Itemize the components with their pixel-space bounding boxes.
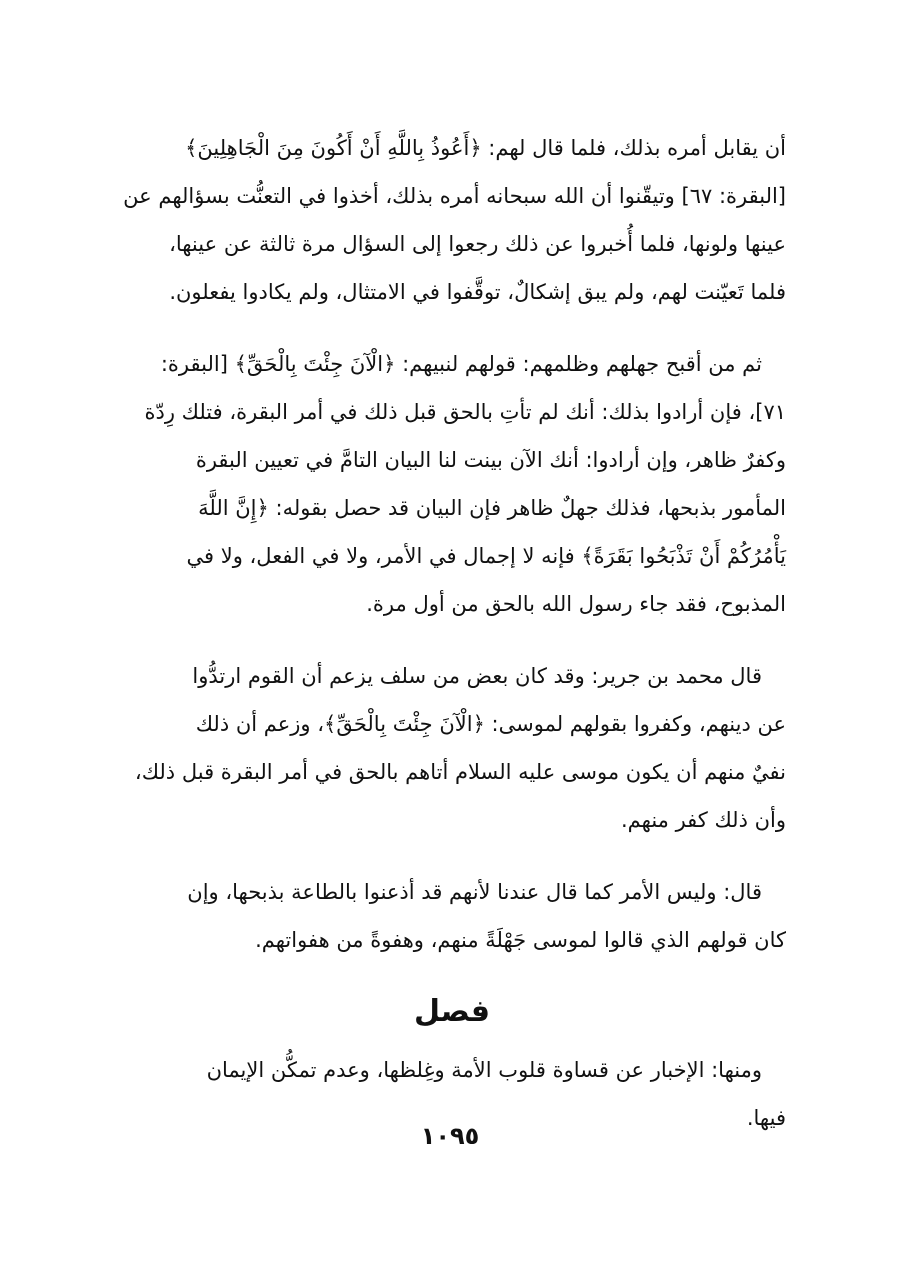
- paragraph-1: [118, 124, 786, 316]
- text-line: كان قولهم الذي قالوا لموسى جَهْلَةً منهم، وهفوةً من هفواتهم.: [255, 928, 786, 952]
- text-line: أن يقابل أمره بذلك، فلما قال لهم: ﴿أَعُوذُ بِاللَّهِ أَنْ أَكُونَ مِنَ الْجَاهِلِينَ﴾: [185, 136, 786, 160]
- paragraph-4: [118, 868, 786, 964]
- text-line: قال محمد بن جرير: وقد كان بعض من سلف يزعم أن القوم ارتدُّوا: [192, 664, 762, 688]
- text-line: نفيٌ منهم أن يكون موسى عليه السلام أتاهم بالحق في أمر البقرة قبل ذلك،: [134, 760, 786, 784]
- text-line: قال: وليس الأمر كما قال عندنا لأنهم قد أذعنوا بالطاعة بذبحها، وإن: [187, 880, 762, 904]
- text-line: ومنها: الإخبار عن قساوة قلوب الأمة وغِلظها، وعدم تمكُّن الإيمان: [206, 1058, 762, 1082]
- text-line: عن دينهم، وكفروا بقولهم لموسى: ﴿الْآنَ جِئْتَ بِالْحَقِّ﴾، وزعم أن ذلك: [195, 712, 786, 736]
- text-line: المذبوح، فقد جاء رسول الله بالحق من أول مرة.: [366, 592, 786, 616]
- paragraph-2: [118, 340, 786, 628]
- text-line: المأمور بذبحها، فذلك جهلٌ ظاهر فإن البيان قد حصل بقوله: ﴿إِنَّ اللَّهَ: [198, 496, 786, 520]
- text-line: ٧١]، فإن أرادوا بذلك: أنك لم تأتِ بالحق قبل ذلك في أمر البقرة، فتلك رِدّة: [144, 400, 786, 424]
- text-line: وأن ذلك كفر منهم.: [621, 808, 786, 832]
- section-heading: فصل: [414, 994, 490, 1029]
- text-line: فيها.: [746, 1106, 786, 1130]
- text-line: [البقرة: ٦٧] وتيقّنوا أن الله سبحانه أمره بذلك، أخذوا في التعنُّت بسؤالهم عن: [123, 184, 786, 208]
- page-body: [118, 124, 786, 1166]
- text-line: عينها ولونها، فلما أُخبروا عن ذلك رجعوا إلى السؤال مرة ثالثة عن عينها،: [169, 232, 786, 256]
- text-line: ثم من أقبح جهلهم وظلمهم: قولهم لنبيهم: ﴿الْآنَ جِئْتَ بِالْحَقِّ﴾ [البقرة:: [160, 352, 762, 376]
- text-line: فلما تَعيّنت لهم، ولم يبق إشكالٌ، توقَّفوا في الامتثال، ولم يكادوا يفعلون.: [169, 280, 786, 304]
- text-line: وكفرٌ ظاهر، وإن أرادوا: أنك الآن بينت لنا البيان التامَّ في تعيين البقرة: [195, 448, 786, 472]
- paragraph-3: [118, 652, 786, 844]
- text-line: يَأْمُرُكُمْ أَنْ تَذْبَحُوا بَقَرَةً﴾ فإنه لا إجمال في الأمر، ولا في الفعل، ولا في: [186, 544, 786, 568]
- page-number: ١٠٩٥: [420, 1122, 480, 1150]
